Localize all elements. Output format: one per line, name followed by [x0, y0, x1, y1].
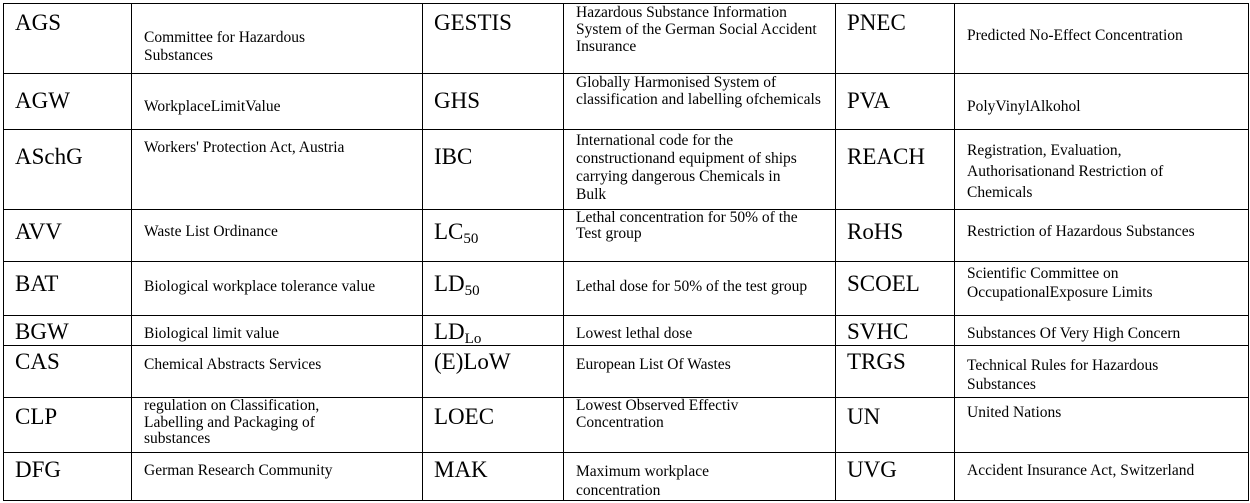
- definition-cell: International code for the constructionand equipment of ships carrying dangerous Chemicals in Bulk: [564, 130, 836, 210]
- table-row: [4, 4, 1249, 74]
- abbreviation-cell: (E)LoW: [423, 346, 564, 398]
- definition-cell: Substances Of Very High Concern: [955, 316, 1249, 346]
- abbreviation-cell: $LD_{50}$: [423, 262, 564, 316]
- definition-cell: Registration, Evaluation, Authorisationand Restriction of Chemicals: [955, 130, 1249, 210]
- abbreviation-cell: DFG: [4, 453, 132, 501]
- definition-cell: Hazardous Substance Information System of the German Social Accident Insurance: [564, 4, 836, 74]
- definition-cell: Chemical Abstracts Services: [132, 346, 423, 398]
- definition-cell: PolyVinylAlkohol: [955, 74, 1249, 130]
- definition-cell: Lowest lethal dose: [564, 316, 836, 346]
- abbreviation-cell: UN: [836, 398, 955, 453]
- abbreviation-cell: TRGS: [836, 346, 955, 398]
- table-row: [4, 346, 1249, 398]
- abbreviation-cell: CAS: [4, 346, 132, 398]
- abbreviation-cell: AVV: [4, 210, 132, 262]
- definition-cell: United Nations: [955, 398, 1249, 453]
- definition-cell: Biological limit value: [132, 316, 423, 346]
- abbreviation-cell: PVA: [836, 74, 955, 130]
- abbreviation-cell: $LD_{Lo}$: [423, 316, 564, 346]
- definition-cell: WorkplaceLimitValue: [132, 74, 423, 130]
- table-row: [4, 210, 1249, 262]
- abbreviation-cell: $LC_{50}$: [423, 210, 564, 262]
- abbreviation-cell: SVHC: [836, 316, 955, 346]
- definition-cell: Waste List Ordinance: [132, 210, 423, 262]
- definition-cell: Technical Rules for Hazardous Substances: [955, 346, 1249, 398]
- abbreviation-cell: UVG: [836, 453, 955, 501]
- abbreviation-cell: AGS: [4, 4, 132, 74]
- definition-cell: Scientific Committee on OccupationalExposure Limits: [955, 262, 1249, 316]
- definition-cell: Predicted No-Effect Concentration: [955, 4, 1249, 74]
- abbreviation-cell: BAT: [4, 262, 132, 316]
- abbreviation-cell: MAK: [423, 453, 564, 501]
- definition-cell: European List Of Wastes: [564, 346, 836, 398]
- table-row: [4, 398, 1249, 453]
- abbreviation-cell: RoHS: [836, 210, 955, 262]
- abbreviation-cell: SCOEL: [836, 262, 955, 316]
- abbreviation-cell: GESTIS: [423, 4, 564, 74]
- abbreviation-cell: GHS: [423, 74, 564, 130]
- abbreviation-cell: AGW: [4, 74, 132, 130]
- definition-cell: Lethal concentration for 50% of the Test group: [564, 210, 836, 262]
- definition-cell: Accident Insurance Act, Switzerland: [955, 453, 1249, 501]
- abbreviation-cell: PNEC: [836, 4, 955, 74]
- abbreviation-cell: CLP: [4, 398, 132, 453]
- definition-cell: Globally Harmonised System of classification and labelling ofchemicals: [564, 74, 836, 130]
- definition-cell: Maximum workplace concentration: [564, 453, 836, 501]
- table-row: [4, 130, 1249, 210]
- abbreviations-table: [3, 3, 1249, 501]
- abbreviation-cell: ASchG: [4, 130, 132, 210]
- abbreviation-cell: LOEC: [423, 398, 564, 453]
- definition-cell: Workers' Protection Act, Austria: [132, 130, 423, 210]
- table-row: [4, 316, 1249, 346]
- abbreviation-cell: IBC: [423, 130, 564, 210]
- definition-cell: Lethal dose for 50% of the test group: [564, 262, 836, 316]
- definition-cell: Restriction of Hazardous Substances: [955, 210, 1249, 262]
- definition-cell: German Research Community: [132, 453, 423, 501]
- definition-cell: regulation on Classification, Labelling and Packaging of substances: [132, 398, 423, 453]
- definition-cell: Lowest Observed Effectiv Concentration: [564, 398, 836, 453]
- table-row: [4, 453, 1249, 501]
- table-row: [4, 262, 1249, 316]
- definition-cell: Biological workplace tolerance value: [132, 262, 423, 316]
- abbreviation-cell: REACH: [836, 130, 955, 210]
- abbreviation-cell: BGW: [4, 316, 132, 346]
- definition-cell: Committee for Hazardous Substances: [132, 4, 423, 74]
- table-row: [4, 74, 1249, 130]
